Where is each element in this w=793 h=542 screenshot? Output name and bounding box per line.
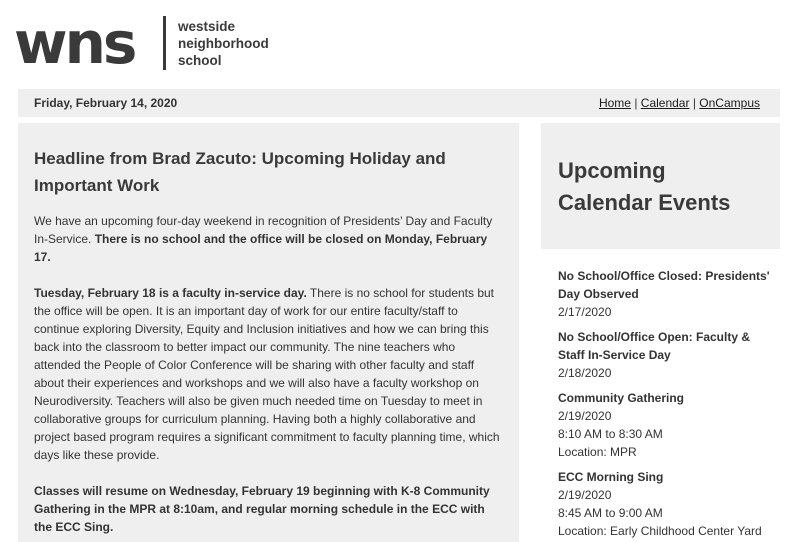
paragraph-text: There is no school for students but the office will be open. It is an important day of work for our entire faculty/staff to continue exploring Diversity, Equity and Inclusion initiatives and how we can bring this back into the classroom to better impact our community. The nine teachers who attended the People of Color Conference will be sharing with other faculty and staff about their experiences and workshops and we will also have a faculty workshop on Neurodiversity. Teachers will also be given much needed time on Tuesday to meet in collaborative groups for curriculum planning. Having both a highly collaborative and project based program requires a significant commitment to faculty planning time, which days like these provide. [34, 286, 500, 462]
sidebar-header [541, 123, 780, 249]
logo-wordmark [178, 18, 269, 69]
nav-separator: | [692, 96, 696, 110]
event-title: No School/Office Closed: Presidents' Day Observed [558, 269, 770, 301]
event-location: Location: Early Childhood Center Yard [558, 524, 762, 538]
home-link[interactable]: Home [598, 96, 631, 110]
event-location: Location: MPR [558, 445, 637, 459]
paragraph-bold: Classes will resume on Wednesday, February 19 beginning with K-8 Community Gathering in the MPR at 8:10am, and regular morning schedule in the ECC with the ECC Sing. [34, 484, 490, 534]
event-date: 2/17/2020 [558, 305, 612, 319]
article-paragraph [34, 284, 503, 464]
paragraph-bold: There is no school and the office will be closed on Monday, February 17. [34, 232, 488, 264]
article-headline: Headline from Brad Zacuto: Upcoming Holiday and Important Work [34, 149, 446, 195]
event-title: Community Gathering [558, 391, 685, 405]
event-date: 2/18/2020 [558, 366, 612, 380]
event-item [558, 389, 780, 461]
paragraph-text: We have an upcoming four-day weekend in recognition of Presidents’ Day and Faculty In-Service. [34, 214, 493, 246]
event-item [558, 328, 780, 382]
article-panel [18, 123, 519, 542]
event-item [558, 468, 780, 540]
event-time: 8:10 AM to 8:30 AM [558, 427, 663, 441]
site-header [14, 9, 314, 77]
nav-separator: | [634, 96, 638, 110]
event-time: 8:45 AM to 9:00 AM [558, 506, 663, 520]
oncampus-link[interactable]: OnCampus [699, 96, 760, 110]
top-nav [599, 96, 760, 110]
logo-word: school [178, 53, 222, 68]
event-title: ECC Morning Sing [558, 470, 664, 484]
event-date: 2/19/2020 [558, 488, 612, 502]
article-paragraph [34, 212, 503, 266]
calendar-link[interactable]: Calendar [640, 96, 690, 110]
issue-date: Friday, February 14, 2020 [34, 96, 178, 110]
event-item [558, 267, 780, 321]
logo-mark: wns [14, 9, 135, 77]
sidebar-title: Upcoming Calendar Events [558, 158, 731, 215]
event-date: 2/19/2020 [558, 409, 612, 423]
event-title: No School/Office Open: Faculty & Staff In-Service Day [558, 330, 751, 362]
paragraph-bold: Tuesday, February 18 is a faculty in-service day. [34, 286, 307, 300]
logo-word: westside [178, 19, 236, 34]
article-paragraph [34, 482, 503, 536]
logo-word: neighborhood [178, 36, 269, 51]
event-list [558, 267, 780, 542]
logo-divider [163, 16, 166, 70]
date-bar [18, 89, 780, 117]
